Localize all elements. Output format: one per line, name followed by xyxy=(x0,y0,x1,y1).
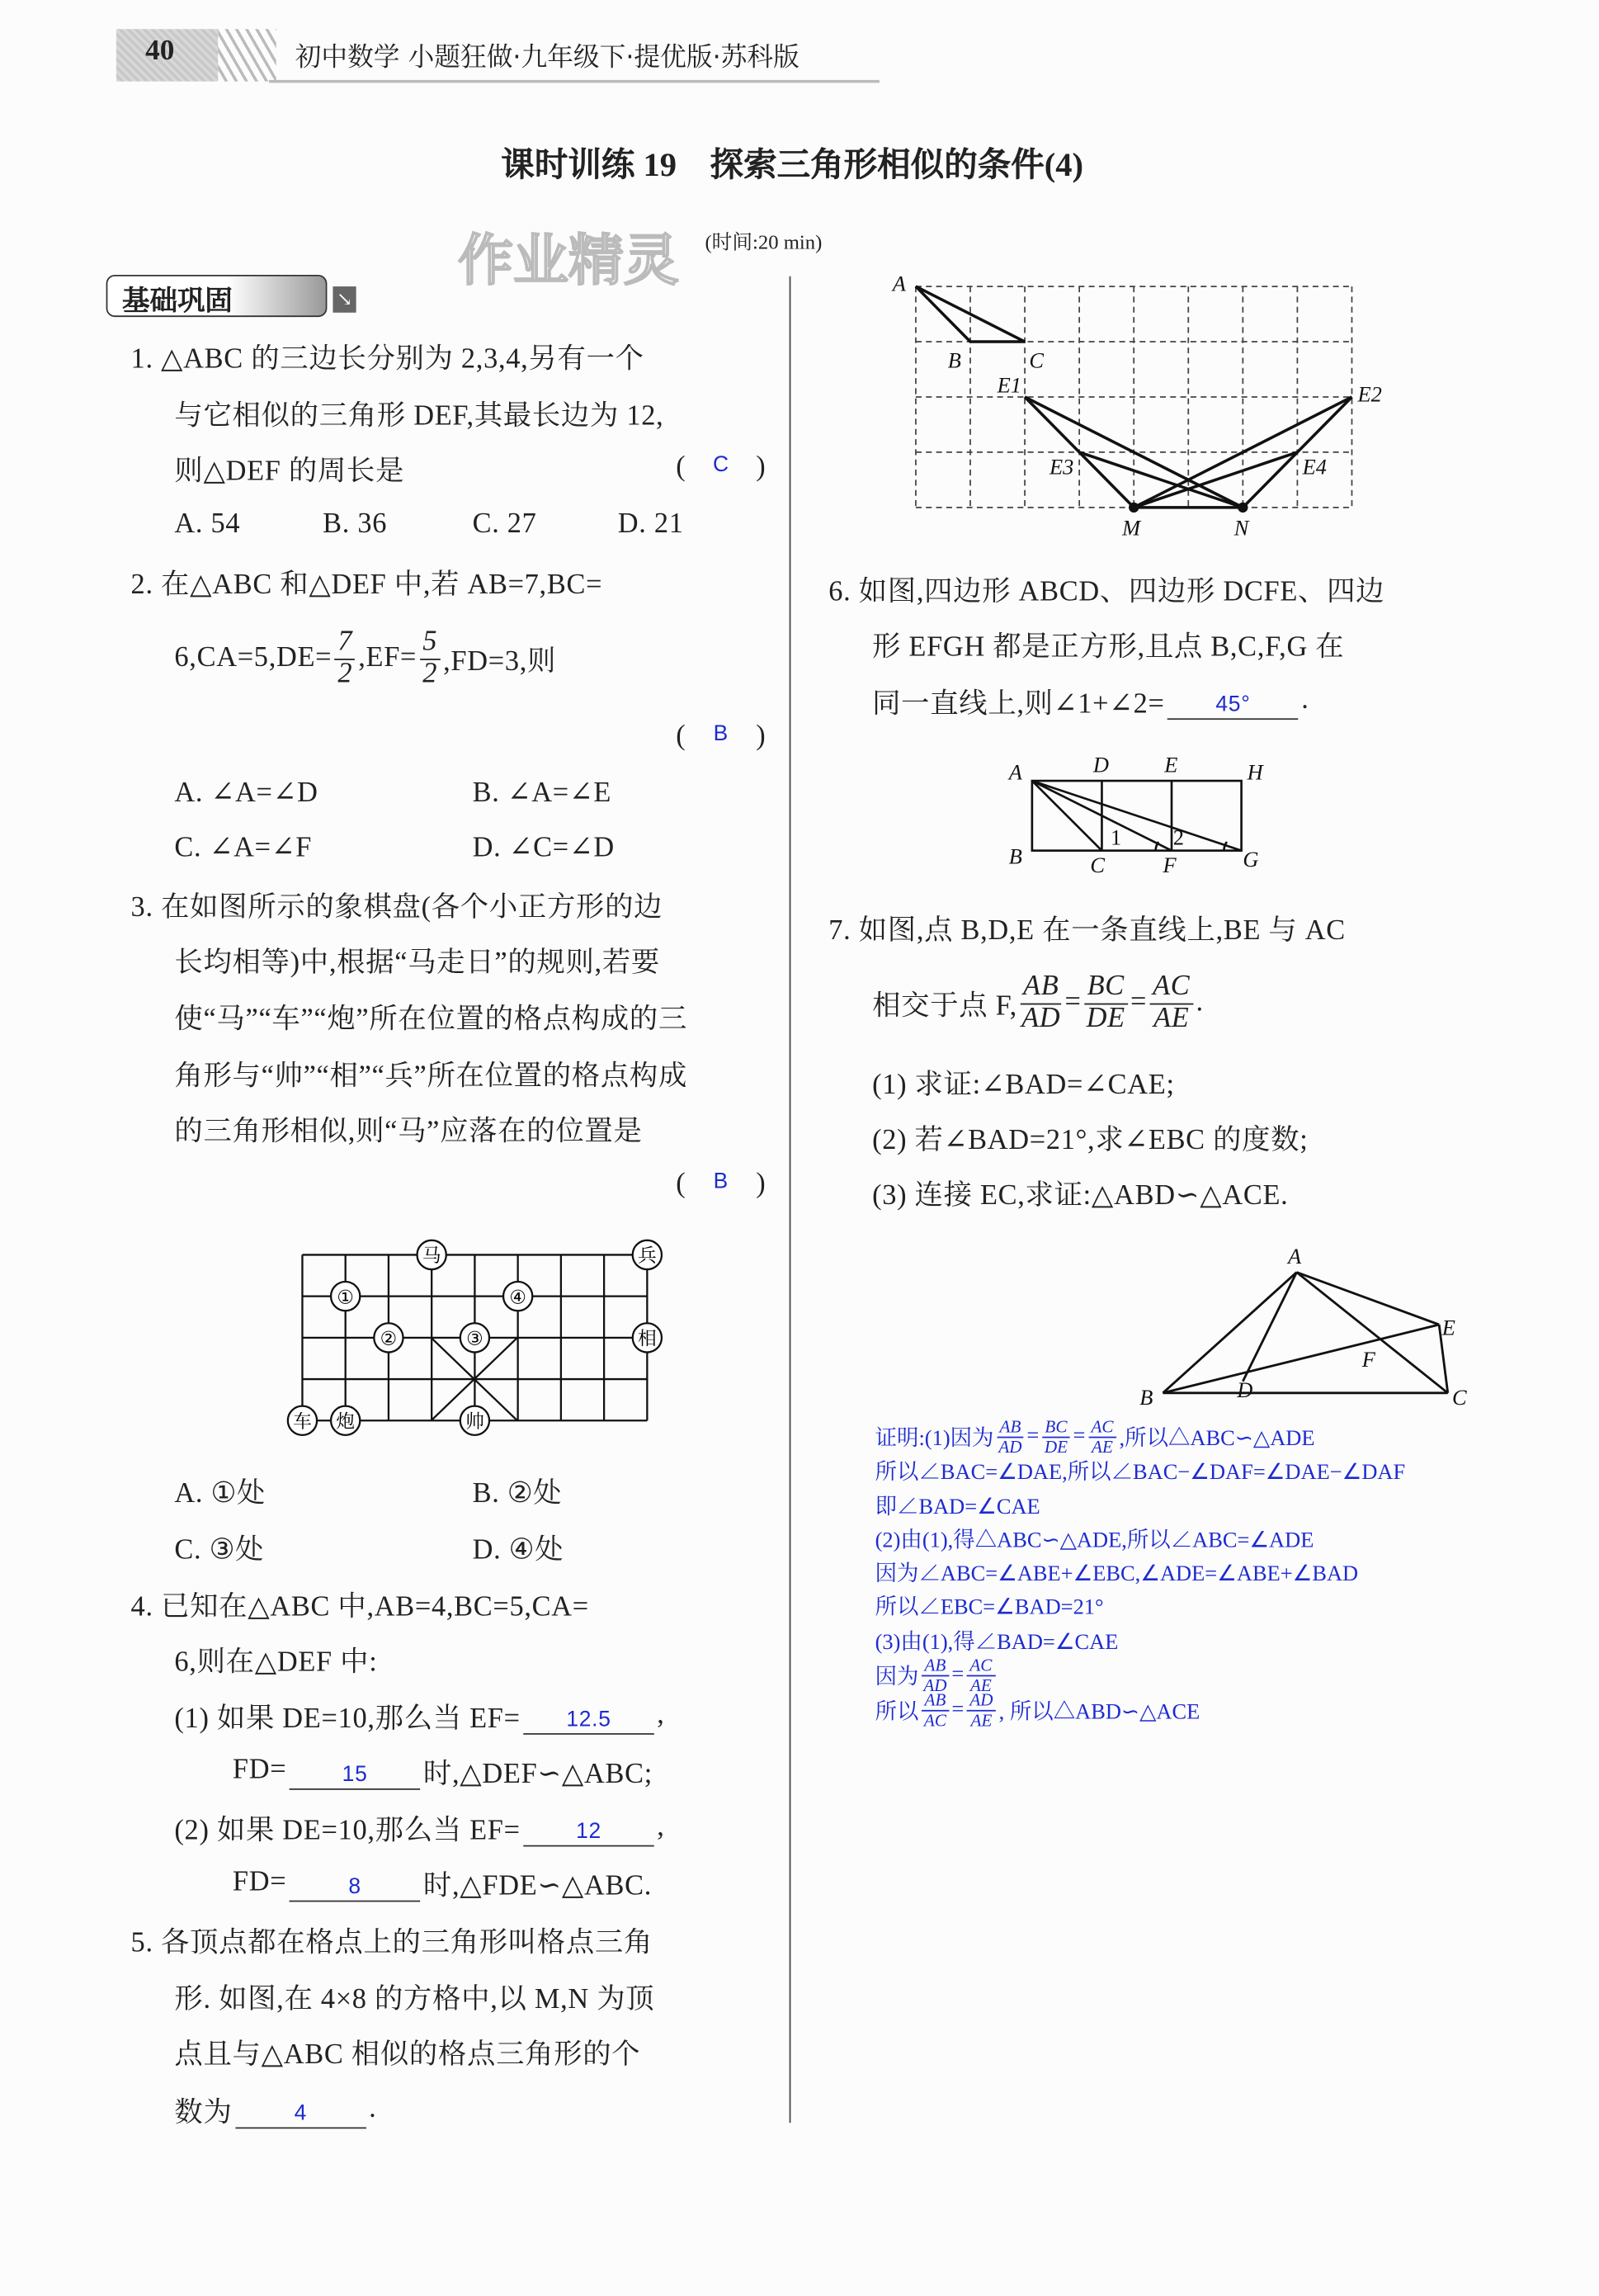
left_column-line xyxy=(174,626,557,689)
watermark: 作业精灵 xyxy=(457,228,679,293)
svg-text:D: D xyxy=(1092,752,1109,777)
numerator: AB xyxy=(1021,973,1062,1004)
proof-line xyxy=(875,1654,998,1695)
fraction xyxy=(420,628,441,689)
text: ,所以△ABC∽△ADE xyxy=(1119,1427,1315,1451)
section-label xyxy=(106,275,328,317)
right_column-line xyxy=(872,626,1344,664)
text: (2) 若∠BAD=21°,求∠EBC 的度数; xyxy=(872,1125,1309,1156)
text: A. 54 xyxy=(174,508,241,540)
text: 6,CA=5,DE= xyxy=(174,642,333,673)
numerator: AB xyxy=(922,1691,949,1711)
denominator: DE xyxy=(1044,1435,1068,1457)
choice-answer: ( B ) xyxy=(676,1169,766,1200)
triangle-abc xyxy=(916,286,1025,342)
chess-piece xyxy=(460,1406,489,1435)
lesson-title: 课时训练 19 探索三角形相似的条件(4) xyxy=(501,146,1084,183)
fraction xyxy=(1084,973,1127,1034)
label-e1: E1 xyxy=(997,372,1021,398)
text: 3. 在如图所示的象棋盘(各个小正方形的边 xyxy=(130,892,663,924)
text: 证明:(1)因为 xyxy=(875,1427,994,1451)
text: 与它相似的三角形 DEF,其最长边为 12, xyxy=(174,401,664,432)
left_column-line xyxy=(676,1166,766,1204)
svg-text:车: 车 xyxy=(293,1411,312,1434)
svg-text:D: D xyxy=(1237,1377,1253,1403)
numerator: AB xyxy=(922,1656,949,1676)
answer-value: B xyxy=(713,1169,729,1194)
fraction xyxy=(967,1691,996,1729)
proof-line xyxy=(875,1415,1315,1457)
text: (1) 如果 DE=10,那么当 EF= xyxy=(174,1703,521,1735)
fraction xyxy=(922,1691,949,1729)
text: 1. △ABC 的三边长分别为 2,3,4,另有一个 xyxy=(130,344,644,376)
text: A. ∠A=∠D xyxy=(174,777,318,809)
svg-text:G: G xyxy=(1243,847,1259,872)
text: (3)由(1),得∠BAD=∠CAE xyxy=(875,1630,1119,1655)
label-n: N xyxy=(1233,515,1249,541)
text: C. ∠A=∠F xyxy=(174,833,313,864)
left_column-line xyxy=(473,829,615,867)
triangle-figure xyxy=(1134,1236,1483,1418)
text: 因为∠ABC=∠ABE+∠EBC,∠ADE=∠ABE+∠BAD xyxy=(875,1562,1359,1586)
proof-line xyxy=(875,1489,1040,1521)
left_column-line xyxy=(174,449,404,487)
text: B. ∠A=∠E xyxy=(472,777,612,809)
text: 所以∠EBC=∠BAD=21° xyxy=(875,1595,1104,1619)
denominator: 2 xyxy=(422,658,438,689)
denominator: AD xyxy=(1021,1002,1061,1033)
numerator: 7 xyxy=(335,628,356,659)
numerator: BC xyxy=(1084,973,1127,1004)
svg-text:①: ① xyxy=(337,1287,354,1309)
grid-figure xyxy=(872,262,1395,552)
text: 4. 已知在△ABC 中,AB=4,BC=5,CA= xyxy=(130,1592,589,1623)
svg-text:B: B xyxy=(1008,843,1022,869)
svg-text:1: 1 xyxy=(1111,824,1122,850)
denominator: AD xyxy=(998,1435,1022,1457)
label-m: M xyxy=(1122,515,1141,541)
left_column-line xyxy=(174,2090,376,2128)
fraction xyxy=(967,1656,995,1694)
text: ,EF= xyxy=(358,642,417,673)
text: , xyxy=(657,1699,665,1731)
left_column-line xyxy=(131,1920,653,1958)
text: C. ③处 xyxy=(174,1535,265,1566)
text: = xyxy=(1026,1424,1040,1448)
header-stripes xyxy=(218,29,276,81)
left_column-line xyxy=(174,998,687,1036)
text: A. ①处 xyxy=(174,1478,266,1509)
numerator: 5 xyxy=(420,628,441,659)
answer-blank: 12 xyxy=(523,1810,654,1846)
column-divider xyxy=(790,276,791,2123)
chess-piece xyxy=(633,1240,662,1269)
left_column-line xyxy=(174,1528,264,1566)
answer-blank: 15 xyxy=(290,1753,421,1789)
left_column-line xyxy=(174,506,240,544)
text: FD= xyxy=(232,1755,287,1786)
text: 相交于点 F, xyxy=(872,991,1017,1023)
squares-figure xyxy=(988,742,1279,880)
page-number: 40 xyxy=(145,35,175,68)
answer-blank: 12.5 xyxy=(523,1698,654,1734)
text: FD= xyxy=(232,1867,287,1898)
denominator: AE xyxy=(1153,1002,1190,1033)
text: D. ∠C=∠D xyxy=(472,833,615,864)
left_column-line xyxy=(473,506,537,544)
left_column-line xyxy=(174,2033,640,2071)
label-e3: E3 xyxy=(1049,454,1074,480)
fraction xyxy=(922,1656,949,1694)
choice-answer: ( C ) xyxy=(676,451,766,483)
numerator: AC xyxy=(1150,973,1193,1004)
svg-text:②: ② xyxy=(380,1328,398,1350)
text: (2) 如果 DE=10,那么当 EF= xyxy=(174,1816,521,1847)
right_column-line xyxy=(872,1118,1308,1156)
right_column-line xyxy=(828,570,1384,608)
proof-line xyxy=(875,1689,1200,1730)
svg-text:E: E xyxy=(1164,752,1178,777)
fraction xyxy=(1021,973,1062,1034)
text: (1) 求证:∠BAD=∠CAE; xyxy=(872,1070,1175,1101)
svg-text:E: E xyxy=(1441,1315,1455,1340)
label-b: B xyxy=(947,347,961,373)
denominator: AC xyxy=(923,1708,946,1730)
text: 即∠BAD=∠CAE xyxy=(875,1495,1040,1519)
text: 的三角形相似,则“马”应落在的位置是 xyxy=(174,1117,643,1148)
text: B. 36 xyxy=(323,508,388,540)
text: 使“马”“车”“炮”所在位置的格点构成的三 xyxy=(174,1004,688,1036)
answer-blank: 45° xyxy=(1167,683,1299,719)
text: 数为 xyxy=(174,2098,233,2129)
left_column-line xyxy=(323,506,387,544)
text: . xyxy=(369,2093,377,2124)
chess-piece xyxy=(460,1323,489,1352)
text: 因为 xyxy=(875,1665,919,1689)
text: 点且与△ABC 相似的格点三角形的个 xyxy=(174,2039,641,2071)
text: , xyxy=(657,1812,665,1843)
svg-text:炮: 炮 xyxy=(336,1411,356,1434)
right_column-line xyxy=(828,909,1346,947)
text: = xyxy=(1073,1424,1086,1448)
left_column-line xyxy=(618,506,684,544)
svg-text:③: ③ xyxy=(466,1328,483,1350)
chess-piece xyxy=(417,1240,446,1269)
svg-text:相: 相 xyxy=(637,1328,657,1350)
denominator: AD xyxy=(923,1674,947,1695)
left_column-line xyxy=(676,449,766,487)
left_column-line xyxy=(174,829,312,867)
svg-text:C: C xyxy=(1090,853,1105,878)
chess-piece xyxy=(331,1282,360,1311)
proof-line xyxy=(875,1590,1104,1622)
left_column-line xyxy=(473,773,611,811)
label-a: A xyxy=(892,271,906,296)
text: 所以∠BAC=∠DAE,所以∠BAC−∠DAF=∠DAE−∠DAF xyxy=(875,1460,1406,1484)
fraction xyxy=(335,628,356,689)
numerator: AC xyxy=(1088,1418,1116,1438)
answer-value: C xyxy=(712,451,729,477)
chess-board-figure xyxy=(276,1229,676,1447)
numerator: BC xyxy=(1042,1418,1070,1438)
right_column-line xyxy=(872,1174,1288,1212)
numerator: AB xyxy=(997,1418,1024,1438)
chess-piece xyxy=(331,1406,360,1435)
text: 长均相等)中,根据“马走日”的规则,若要 xyxy=(174,947,660,979)
svg-text:马: 马 xyxy=(422,1245,441,1268)
text: (2)由(1),得△ABC∽△ADE,所以∠ABC=∠ADE xyxy=(875,1528,1314,1552)
svg-text:兵: 兵 xyxy=(637,1245,657,1268)
svg-text:A: A xyxy=(1287,1244,1302,1269)
numerator: AD xyxy=(967,1691,996,1711)
denominator: AE xyxy=(1092,1435,1113,1457)
text: D. ④处 xyxy=(472,1535,564,1566)
text: . xyxy=(1196,987,1204,1018)
left_column-line xyxy=(473,1472,563,1509)
header-rule xyxy=(269,80,880,83)
chess-piece xyxy=(503,1282,532,1311)
text: . xyxy=(1301,684,1309,716)
text: = xyxy=(951,1662,965,1686)
time-note: (时间:20 min) xyxy=(705,232,823,255)
text: 所以 xyxy=(875,1700,919,1724)
left_column-line xyxy=(174,1697,664,1735)
denominator: 2 xyxy=(337,658,353,689)
fraction xyxy=(1042,1415,1070,1457)
denominator: AE xyxy=(969,1674,992,1695)
left_column-line xyxy=(174,1977,654,2015)
section-arrow-icon: ↘ xyxy=(333,286,356,313)
text: , 所以△ABD∽△ACE xyxy=(998,1700,1200,1724)
left_column-line xyxy=(131,1585,589,1623)
label-e2: E2 xyxy=(1357,381,1382,407)
right_column-line xyxy=(872,1063,1175,1101)
denominator: DE xyxy=(1086,1002,1125,1033)
text: 时,△DEF∽△ABC; xyxy=(422,1759,653,1790)
left_column-line xyxy=(233,1752,653,1790)
left_column-line xyxy=(174,773,318,811)
left_column-line xyxy=(131,338,644,376)
label-c: C xyxy=(1029,347,1044,373)
text: 时,△FDE∽△ABC. xyxy=(422,1871,653,1902)
text: C. 27 xyxy=(472,508,537,540)
left_column-line xyxy=(174,1054,687,1092)
svg-text:H: H xyxy=(1247,759,1263,785)
left_column-line xyxy=(676,718,766,756)
svg-text:④: ④ xyxy=(509,1287,526,1309)
text: ,FD=3,则 xyxy=(443,647,557,678)
answer-value: B xyxy=(713,720,729,746)
text: 同一直线上,则∠1+∠2= xyxy=(872,689,1165,720)
text: 2. 在△ABC 和△DEF 中,若 AB=7,BC= xyxy=(130,569,603,601)
denominator: AE xyxy=(970,1708,993,1730)
fraction xyxy=(1150,973,1193,1034)
svg-text:B: B xyxy=(1139,1384,1153,1410)
text: 7. 如图,点 B,D,E 在一条直线上,BE 与 AC xyxy=(828,915,1346,947)
proof-line xyxy=(875,1624,1119,1656)
text: 形. 如图,在 4×8 的方格中,以 M,N 为顶 xyxy=(174,1984,655,2015)
svg-text:帅: 帅 xyxy=(465,1411,484,1434)
text: 6. 如图,四边形 ABCD、四边形 DCFE、四边 xyxy=(828,577,1385,608)
text: 形 EFGH 都是正方形,且点 B,C,F,G 在 xyxy=(872,632,1345,664)
left_column-line xyxy=(233,1864,652,1902)
svg-text:2: 2 xyxy=(1172,824,1184,850)
proof-line xyxy=(875,1523,1314,1555)
right_column-line xyxy=(872,682,1309,720)
answer-blank: 8 xyxy=(290,1865,421,1902)
answer-blank: 4 xyxy=(235,2091,366,2128)
proof-line xyxy=(875,1556,1359,1588)
fraction xyxy=(997,1415,1024,1457)
left_column-line xyxy=(174,394,663,432)
chess-piece xyxy=(288,1406,317,1435)
svg-text:A: A xyxy=(1008,759,1022,785)
numerator: AC xyxy=(967,1656,995,1676)
left_column-line xyxy=(131,886,663,924)
right_column-line xyxy=(872,971,1204,1033)
choice-answer: ( B ) xyxy=(676,720,766,752)
left_column-line xyxy=(473,1528,564,1566)
label-e4: E4 xyxy=(1302,454,1327,480)
section-label-text: 基础巩固 xyxy=(121,285,233,318)
text: = xyxy=(1130,987,1148,1018)
left_column-line xyxy=(174,1109,642,1147)
text: 5. 各顶点都在格点上的三角形叫格点三角 xyxy=(130,1928,653,1959)
fraction xyxy=(1088,1415,1116,1457)
left_column-line xyxy=(174,1472,266,1509)
text: = xyxy=(1064,987,1082,1018)
text: B. ②处 xyxy=(472,1478,563,1509)
svg-text:F: F xyxy=(1361,1347,1375,1372)
left_column-line xyxy=(174,1640,377,1678)
text: (3) 连接 EC,求证:△ABD∽△ACE. xyxy=(872,1180,1289,1212)
chess-piece xyxy=(633,1323,662,1352)
svg-text:F: F xyxy=(1163,853,1177,878)
book-title: 初中数学 小题狂做·九年级下·提优版·苏科版 xyxy=(295,42,800,73)
text: 角形与“帅”“相”“兵”所在位置的格点构成 xyxy=(174,1061,688,1093)
text: 则△DEF 的周长是 xyxy=(174,456,405,488)
proof-line xyxy=(875,1454,1406,1486)
left_column-line xyxy=(174,941,660,979)
text: 6,则在△DEF 中: xyxy=(174,1647,378,1679)
svg-text:C: C xyxy=(1452,1384,1467,1410)
left_column-line xyxy=(131,563,603,601)
chess-piece xyxy=(374,1323,403,1352)
left_column-line xyxy=(174,1809,664,1847)
text: D. 21 xyxy=(617,508,684,540)
text: = xyxy=(951,1697,965,1722)
